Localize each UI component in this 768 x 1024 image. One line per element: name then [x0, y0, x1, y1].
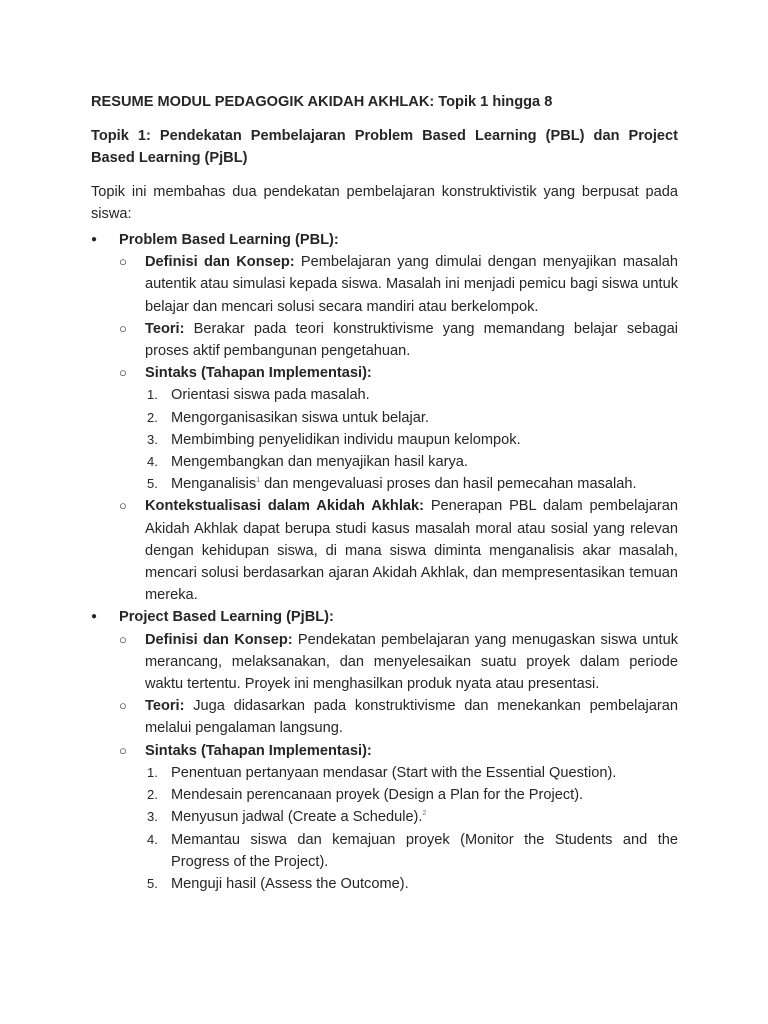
circle-bullet-icon: ○	[119, 631, 127, 647]
pjbl-heading: Project Based Learning (PjBL):	[119, 609, 334, 626]
circle-bullet-icon: ○	[119, 698, 127, 714]
pbl-theory-text: Berakar pada teori konstruktivisme yang memandang belajar sebagai proses aktif pembangunan pengetahuan.	[145, 320, 678, 360]
bullet-icon: ●	[91, 611, 98, 623]
footnote-marker[interactable]: 2	[422, 810, 427, 818]
pjbl-definition-text: Pendekatan pembelajaran yang menugaskan siswa untuk merancang, melaksanakan, dan menyelesaikan suatu proyek dalam periode waktu tertentu. Proyek ini menghasilkan produk nyata atau presentasi.	[145, 631, 679, 693]
list-item: 4. Mengembangkan dan menyajikan hasil karya.	[147, 454, 468, 471]
pjbl-definition-label: Definisi dan Konsep:	[145, 631, 293, 648]
pjbl-steps	[145, 762, 678, 895]
pjbl-definition	[119, 629, 678, 696]
pbl-definition	[119, 251, 678, 318]
pbl-theory	[119, 318, 678, 362]
circle-bullet-icon: ○	[119, 742, 127, 758]
topic-1-intro: Topik ini membahas dua pendekatan pembelajaran konstruktivistik yang berpusat pada siswa:	[91, 183, 678, 222]
list-item: 4. Memantau siswa dan kemajuan proyek (Monitor the Students and the Progress of the Project).	[147, 831, 678, 870]
pbl-context-text: Penerapan PBL dalam pembelajaran Akidah Akhlak dapat berupa studi kasus masalah moral atau sosial yang relevan dengan kehidupan siswa, di mana siswa diminta menganalisis akar masalah, mencari solusi berdasarkan ajaran Akidah Akhlak, dan mempresentasikan temuan mereka.	[145, 498, 678, 604]
pbl-definition-label: Definisi dan Konsep:	[145, 254, 295, 271]
circle-bullet-icon: ○	[119, 320, 127, 336]
pbl-definition-text: Pembelajaran yang dimulai dengan menyajikan masalah autentik atau simulasi kepada siswa. Masalah ini menjadi pemicu bagi siswa untuk belajar dan mencari solusi secara mandiri atau berkelompok.	[145, 254, 678, 315]
list-item: 5. Menganalisis$^1$ dan mengevaluasi proses dan hasil pemecahan masalah.	[147, 476, 637, 493]
pjbl-syntax	[119, 740, 678, 895]
list-item: 2. Mendesain perencanaan proyek (Design a Plan for the Project).	[147, 787, 584, 804]
list-item: 1. Penentuan pertanyaan mendasar (Start with the Essential Question).	[147, 764, 617, 781]
pjbl-theory-label: Teori:	[145, 698, 185, 715]
pjbl-syntax-label: Sintaks (Tahapan Implementasi):	[145, 742, 372, 759]
pbl-context	[119, 495, 678, 606]
pbl-sublist	[119, 251, 678, 606]
bullet-icon: ●	[91, 234, 98, 246]
pbl-section	[91, 229, 678, 606]
document-title: RESUME MODUL PEDAGOGIK AKIDAH AKHLAK: Topik 1 hingga 8	[91, 94, 553, 110]
circle-bullet-icon: ○	[119, 254, 127, 270]
circle-bullet-icon: ○	[119, 365, 127, 381]
pbl-heading: Problem Based Learning (PBL):	[119, 232, 339, 249]
list-item: 5. Menguji hasil (Assess the Outcome).	[147, 875, 409, 892]
topic-1-heading: Topik 1: Pendekatan Pembelajaran Problem Based Learning (PBL) dan Project Based Learning (PjBL)	[91, 128, 678, 167]
pbl-steps	[145, 384, 678, 495]
pbl-syntax-label: Sintaks (Tahapan Implementasi):	[145, 365, 372, 382]
pbl-theory-label: Teori:	[145, 320, 185, 337]
footnote-marker[interactable]: 1	[256, 477, 261, 485]
pjbl-sublist	[119, 629, 678, 895]
pjbl-theory	[119, 695, 678, 739]
pjbl-theory-text: Juga didasarkan pada konstruktivisme dan menekankan pembelajaran melalui pengalaman langsung.	[145, 698, 678, 737]
list-item: 3. Membimbing penyelidikan individu maupun kelompok.	[147, 431, 521, 448]
list-item: 3. Menyusun jadwal (Create a Schedule).$^2$	[147, 809, 427, 826]
list-item: 2. Mengorganisasikan siswa untuk belajar.	[147, 409, 429, 426]
document-content	[91, 91, 678, 895]
circle-bullet-icon: ○	[119, 498, 127, 514]
list-item: 1. Orientasi siswa pada masalah.	[147, 387, 370, 404]
pjbl-section	[91, 606, 678, 895]
pbl-syntax	[119, 362, 678, 495]
approach-list	[91, 229, 678, 895]
pbl-context-label: Kontekstualisasi dalam Akidah Akhlak:	[145, 498, 424, 515]
